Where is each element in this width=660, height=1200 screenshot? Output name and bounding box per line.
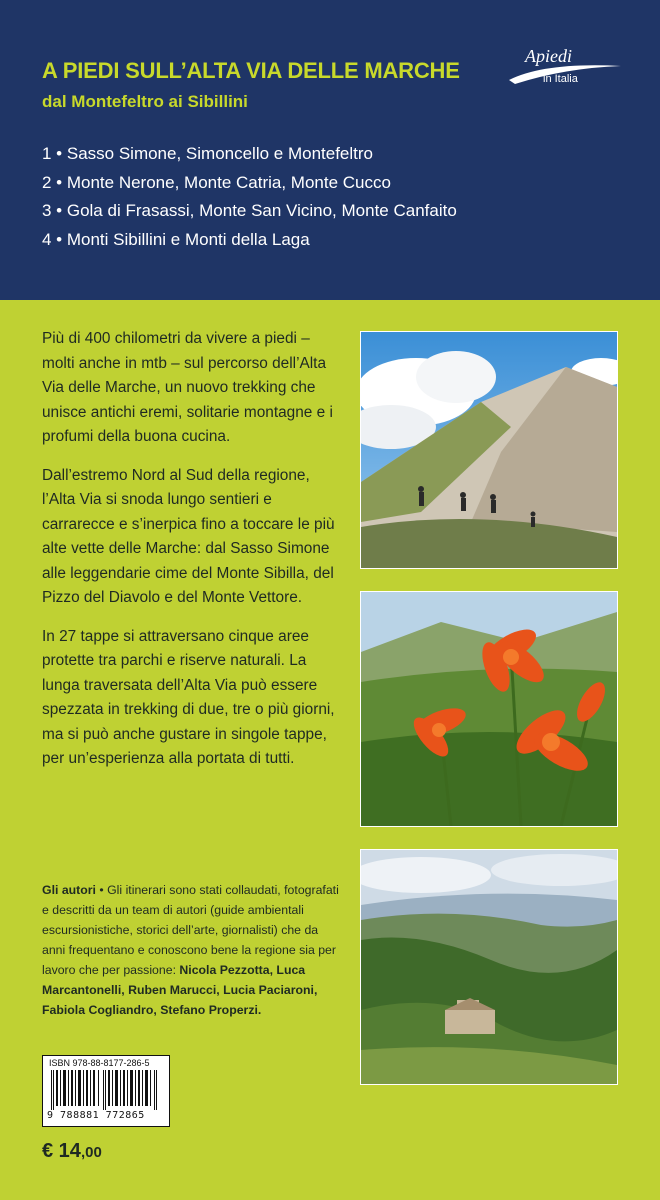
logo-subline: in Italia — [543, 73, 578, 85]
barcode-digits: 9 788881 772865 — [47, 1110, 145, 1121]
barcode-bars — [49, 1070, 161, 1110]
paragraph: Più di 400 chilometri da vivere a piedi – molti anche in mtb – sul percorso dell’Alta Via delle Marche, un nuovo trekking che unisce antichi eremi, solitarie montagne e i profumi della buona cucina. — [42, 330, 333, 445]
header-band — [0, 0, 660, 300]
paragraph: In 27 tappe si attraversano cinque aree protette tra parchi e riserve naturali. La lunga traversata dell’Alta Via può essere spezzata in trekking di due, tre o più giorni, ma si può anche gustare in singole tappe, per un’esperienza alla portata di tutti. — [42, 627, 335, 767]
volume-item: 4 • Monti Sibillini e Monti della Laga — [42, 229, 310, 249]
price-main: € 14 — [42, 1140, 81, 1162]
authors-names: Nicola Pezzotta, Luca Marcantonelli, Ruben Marucci, Lucia Paciaroni, Fabiola Cogliandro, Stefano Properzi. — [42, 963, 318, 1017]
authors-note — [42, 880, 342, 1020]
price — [42, 1140, 102, 1163]
price-cents: ,00 — [80, 1144, 102, 1161]
book-subtitle: dal Montefeltro ai Sibillini — [42, 92, 248, 111]
volume-item: 2 • Monte Nerone, Monte Catria, Monte Cucco — [42, 172, 391, 192]
photo-mountain-hikers — [360, 331, 618, 569]
photo-green-valley — [360, 849, 618, 1085]
isbn-barcode — [42, 1055, 170, 1127]
authors-text: • Gli itinerari sono stati collaudati, fotografati e descritti da un team di autori (guide ambientali escursionistiche, storici dell’arte, giornalisti) che da anni frequentano e conoscono bene la regione sia per lavoro che per passione: — [42, 883, 339, 977]
logo-word: Apiedi — [525, 46, 572, 66]
apiedi-logo — [505, 40, 625, 92]
book-title: A PIEDI SULL’ALTA VIA DELLE MARCHE — [42, 58, 460, 83]
photo-orange-lilies — [360, 591, 618, 827]
volume-list — [42, 140, 457, 254]
volume-item: 3 • Gola di Frasassi, Monte San Vicino, Monte Canfaito — [42, 201, 457, 220]
description — [42, 327, 342, 786]
authors-label: Gli autori — [42, 883, 96, 897]
isbn-number: ISBN 978-88-8177-286-5 — [49, 1058, 150, 1068]
paragraph: Dall’estremo Nord al Sud della regione, l’Alta Via si snoda lungo sentieri e carrarecce e s’inerpica fino a toccare le più alte vette delle Marche: dal Sasso Simone alle leggendarie cime del Monte Sibilla, del Pizzo del Diavolo e del Monte Vettore. — [42, 466, 335, 606]
volume-item: 1 • Sasso Simone, Simoncello e Montefeltro — [42, 144, 374, 163]
